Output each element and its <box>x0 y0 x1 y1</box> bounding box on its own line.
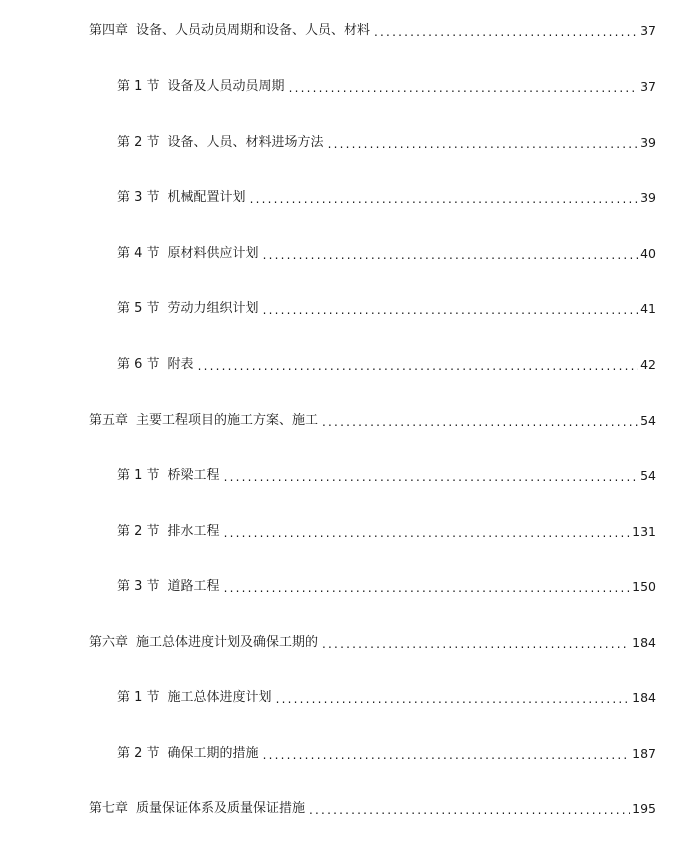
toc-entry-label: 第 1 节 <box>117 79 160 94</box>
toc-entry-title: 桥梁工程 <box>167 468 220 483</box>
dot-leader <box>224 522 631 542</box>
dot-leader <box>322 633 630 653</box>
toc-entry-page: 187 <box>632 746 656 761</box>
toc-entry-title: 劳动力组织计划 <box>167 301 259 316</box>
toc-entry-title: 施工总体进度计划 <box>167 690 272 705</box>
toc-entry-page: 42 <box>640 357 656 372</box>
toc-entry-page: 184 <box>632 635 656 650</box>
dot-leader <box>289 77 639 97</box>
toc-chapter-4[interactable] <box>89 21 656 41</box>
toc-section-5-3[interactable] <box>117 577 656 597</box>
dot-leader <box>309 799 630 819</box>
toc-entry-label: 第 2 节 <box>117 524 160 539</box>
toc-section-5-1[interactable] <box>117 466 656 486</box>
toc-entry-label: 第 2 节 <box>117 135 160 150</box>
dot-leader <box>263 299 639 319</box>
toc-entry-label: 第七章 <box>89 801 129 816</box>
toc-entry-title: 机械配置计划 <box>167 190 246 205</box>
toc-entry-title: 确保工期的措施 <box>167 746 259 761</box>
toc-entry-page: 184 <box>632 690 656 705</box>
toc-entry-page: 39 <box>640 190 656 205</box>
toc-entry-title: 主要工程项目的施工方案、施工 <box>136 413 319 428</box>
dot-leader <box>322 411 638 431</box>
toc-section-5-2[interactable] <box>117 522 656 542</box>
toc-section-4-6[interactable] <box>117 355 656 375</box>
toc-entry-label: 第 3 节 <box>117 579 160 594</box>
toc-entry-label: 第五章 <box>89 413 129 428</box>
toc-entry-page: 37 <box>640 23 656 38</box>
toc-section-6-1[interactable] <box>117 688 656 708</box>
toc-entry-label: 第六章 <box>89 635 129 650</box>
toc-entry-title: 原材料供应计划 <box>167 246 259 261</box>
toc-entry-title: 道路工程 <box>167 579 220 594</box>
toc-entry-title: 排水工程 <box>167 524 220 539</box>
toc-entry-page: 195 <box>632 801 656 816</box>
dot-leader <box>250 188 639 208</box>
toc-entry-page: 54 <box>640 413 656 428</box>
toc-entry-label: 第 1 节 <box>117 468 160 483</box>
toc-entry-page: 131 <box>632 524 656 539</box>
toc-chapter-6[interactable] <box>89 633 656 653</box>
toc-entry-title: 质量保证体系及质量保证措施 <box>136 801 306 816</box>
dot-leader <box>224 577 631 597</box>
toc-section-4-2[interactable] <box>117 133 656 153</box>
toc-entry-title: 附表 <box>167 357 194 372</box>
toc-entry-label: 第 4 节 <box>117 246 160 261</box>
dot-leader <box>198 355 639 375</box>
dot-leader <box>276 688 631 708</box>
toc-chapter-7[interactable] <box>89 799 656 819</box>
toc-entry-title: 设备、人员动员周期和设备、人员、材料 <box>136 23 371 38</box>
toc-entry-page: 37 <box>640 79 656 94</box>
dot-leader <box>224 466 639 486</box>
dot-leader <box>263 744 631 764</box>
toc-entry-page: 41 <box>640 301 656 316</box>
toc-chapter-5[interactable] <box>89 411 656 431</box>
toc-entry-label: 第 1 节 <box>117 690 160 705</box>
toc-entry-title: 施工总体进度计划及确保工期的 <box>136 635 319 650</box>
dot-leader <box>263 244 639 264</box>
toc-entry-page: 40 <box>640 246 656 261</box>
toc-entry-page: 39 <box>640 135 656 150</box>
toc-section-4-1[interactable] <box>117 77 656 97</box>
toc-entry-page: 150 <box>632 579 656 594</box>
dot-leader <box>374 21 638 41</box>
toc-entry-label: 第 5 节 <box>117 301 160 316</box>
toc-section-4-3[interactable] <box>117 188 656 208</box>
toc-entry-title: 设备及人员动员周期 <box>167 79 285 94</box>
toc-entry-page: 54 <box>640 468 656 483</box>
dot-leader <box>328 133 639 153</box>
toc-section-6-2[interactable] <box>117 744 656 764</box>
toc-entry-label: 第 3 节 <box>117 190 160 205</box>
toc-entry-label: 第 6 节 <box>117 357 160 372</box>
toc-section-4-5[interactable] <box>117 299 656 319</box>
toc-entry-title: 设备、人员、材料进场方法 <box>167 135 324 150</box>
toc-section-4-4[interactable] <box>117 244 656 264</box>
toc-entry-label: 第四章 <box>89 23 129 38</box>
toc-entry-label: 第 2 节 <box>117 746 160 761</box>
